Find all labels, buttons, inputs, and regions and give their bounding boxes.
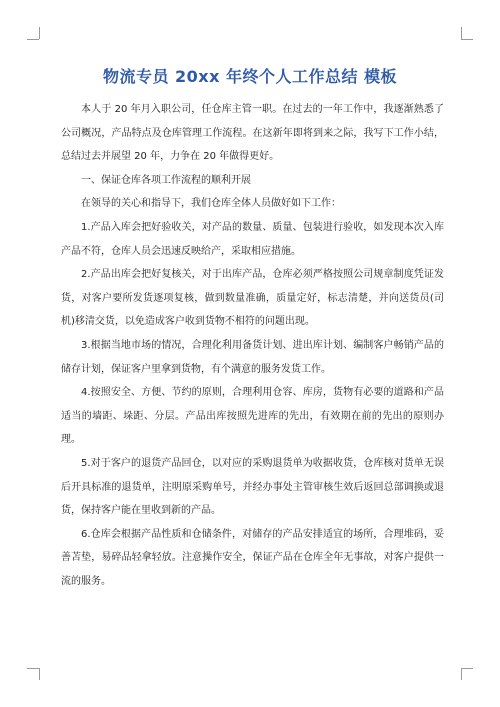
paragraph-lead: 在领导的关心和指导下，我们仓库全体人员做好如下工作： bbox=[81, 198, 341, 210]
section-heading: 一、保证仓库各项工作流程的顺利开展 bbox=[81, 174, 251, 186]
paragraph-item-5: 5.对于客户的退货产品回仓，以对应的采购退货单为收据收货，仓库核对货单无误后开具标准的退货单，注明原采购单号，并经办事处主管审核生效后返回总部调换或退货，保持客户能在里收到新的产品。 bbox=[61, 457, 444, 517]
paragraph-item-2: 2.产品出库会把好复核关，对于出库产品，仓库必须严格按照公司规章制度凭证发货，对客户要所发货逐项复核，做到数量准确，质量定好，标志清楚，并向送货员(司机)移清交货，以免造成客户收到货物不相符的问题出现。 bbox=[61, 269, 444, 328]
document-title: 物流专员 20xx 年终个人工作总结 模板 bbox=[102, 67, 398, 86]
document-body bbox=[61, 98, 444, 593]
crop-mark-bottom-right-v bbox=[461, 668, 462, 680]
paragraph-item-3: 3.根据当地市场的情况，合理化利用备货计划、进出库计划、编制客户畅销产品的储存计划，保证客户里拿到货物，有个满意的服务发货工作。 bbox=[61, 339, 444, 375]
crop-mark-top-left-h bbox=[27, 39, 39, 40]
paragraph-item-6: 6.仓库会根据产品性质和仓储条件，对储存的产品安排适宜的场所，合理堆码，妥善苫垫，易碎品轻拿轻放。注意操作安全，保证产品在仓库全年无事故，对客户提供一流的服务。 bbox=[61, 528, 444, 587]
crop-mark-top-right-v bbox=[461, 27, 462, 39]
crop-mark-bottom-left-v bbox=[39, 668, 40, 680]
crop-mark-bottom-right-h bbox=[461, 668, 473, 669]
crop-mark-top-left-v bbox=[39, 27, 40, 39]
paragraph-item-4: 4.按照安全、方便、节约的原则，合理利用仓容、库房，货物有必要的道路和产品适当的墙距、垛距、分层。产品出库按照先进库的先出，有效期在前的先出的原则办理。 bbox=[61, 387, 444, 446]
crop-mark-top-right-h bbox=[461, 39, 473, 40]
paragraph-intro: 本人于 20 年月入职公司，任仓库主管一职。在过去的一年工作中，我逐渐熟悉了公司概况，产品特点及仓库管理工作流程。在这新年即将到来之际，我写下工作小结，总结过去并展望 20 年，力争在 20 年做得更好。 bbox=[61, 104, 444, 163]
paragraph-item-1: 1.产品入库会把好验收关，对产品的数量、质量、包装进行验收，如发现本次入库产品不符，仓库人员会迅速反映给产，采取相应措施。 bbox=[61, 221, 444, 257]
crop-mark-bottom-left-h bbox=[27, 668, 39, 669]
